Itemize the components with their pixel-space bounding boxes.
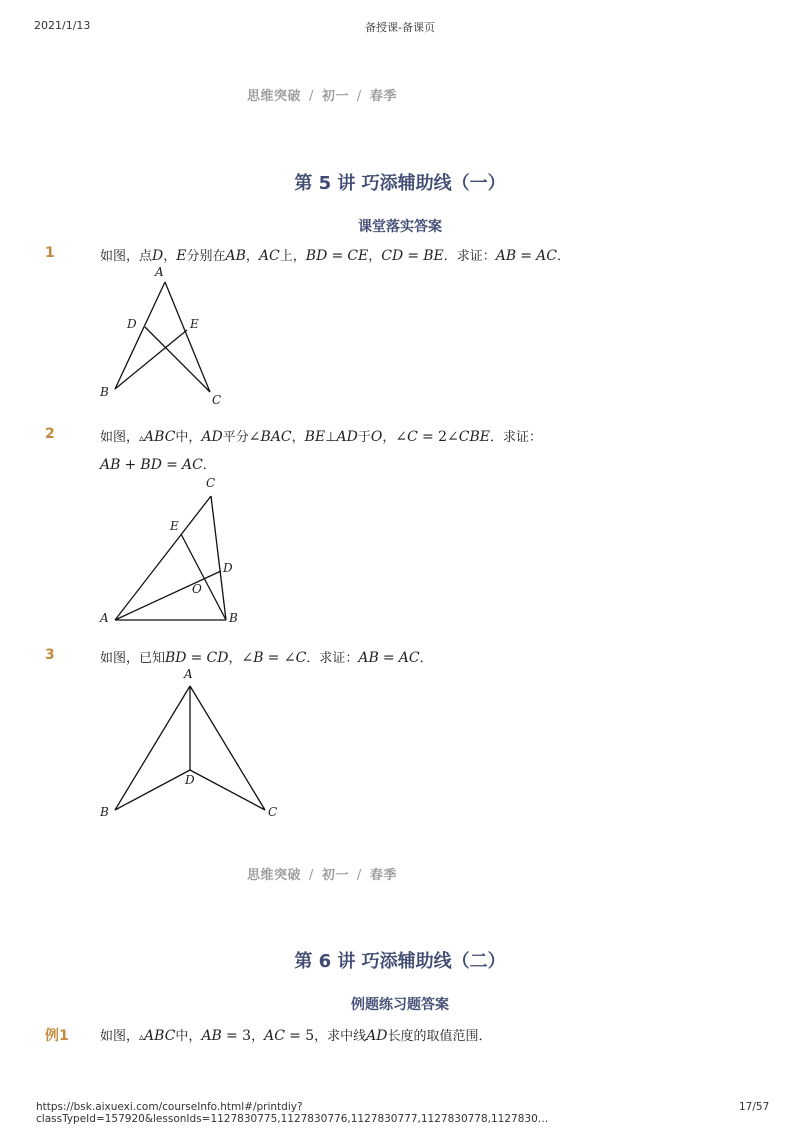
point-label: D bbox=[185, 773, 195, 787]
problem-text: 如图，▵ABC中，AD平分∠BAC，BE⊥AD于O，∠C = 2∠CBE．求证： bbox=[100, 429, 543, 445]
triangle-figure-2 bbox=[95, 474, 245, 630]
point-label: D bbox=[223, 561, 233, 575]
breadcrumb-separator: / bbox=[356, 89, 362, 104]
point-label: C bbox=[206, 476, 216, 490]
point-label: B bbox=[229, 611, 238, 625]
section-title: 课堂落实答案 bbox=[358, 219, 442, 235]
breadcrumb bbox=[247, 85, 397, 104]
point-label: O bbox=[192, 582, 202, 596]
breadcrumb-item[interactable]: 春季 bbox=[369, 868, 397, 883]
page-number: 17/57 bbox=[739, 1101, 770, 1113]
breadcrumb-item[interactable]: 春季 bbox=[369, 89, 397, 104]
problem-number: 2 bbox=[45, 426, 55, 442]
section-title: 例题练习题答案 bbox=[351, 997, 449, 1013]
point-label: A bbox=[100, 611, 109, 625]
problem-text: 如图，点D，E分别在AB，AC上，BD = CE，CD = BE．求证：AB = AC． bbox=[100, 248, 571, 264]
breadcrumb-separator: / bbox=[356, 868, 362, 883]
breadcrumb bbox=[247, 864, 397, 883]
problem-text-continued: AB + BD = AC． bbox=[100, 457, 216, 473]
print-date: 2021/1/13 bbox=[34, 19, 91, 32]
breadcrumb-separator: / bbox=[309, 89, 314, 104]
breadcrumb-item[interactable]: 思维突破 bbox=[247, 868, 302, 883]
point-label: B bbox=[100, 385, 109, 399]
point-label: A bbox=[184, 667, 193, 681]
point-label: C bbox=[268, 805, 278, 819]
problem-number: 例1 bbox=[45, 1028, 69, 1044]
page-url[interactable]: https://bsk.aixuexi.com/courseInfo.html#/printdiy?classTypeId=157920&lessonIds=1127830775,1127830776,1127830777,1127830778,1127830… bbox=[36, 1101, 549, 1125]
lecture-title: 第 6 讲 巧添辅助线（二） bbox=[294, 951, 506, 972]
triangle-figure-1 bbox=[95, 262, 235, 410]
problem-number: 1 bbox=[45, 245, 55, 261]
point-label: D bbox=[127, 317, 137, 331]
point-label: E bbox=[170, 519, 179, 533]
problem-text: 如图，▵ABC中，AB = 3，AC = 5，求中线AD长度的取值范围． bbox=[100, 1028, 492, 1044]
page-header-title: 备授课-备课页 bbox=[365, 21, 435, 34]
dart-figure-3 bbox=[95, 666, 295, 824]
point-label: C bbox=[212, 393, 222, 407]
point-label: B bbox=[100, 805, 109, 819]
lecture-title: 第 5 讲 巧添辅助线（一） bbox=[294, 173, 506, 194]
breadcrumb-item[interactable]: 思维突破 bbox=[247, 89, 302, 104]
point-label: A bbox=[155, 265, 164, 279]
breadcrumb-item[interactable]: 初一 bbox=[321, 868, 349, 883]
problem-number: 3 bbox=[45, 647, 55, 663]
breadcrumb-separator: / bbox=[309, 868, 314, 883]
point-label: E bbox=[190, 317, 199, 331]
problem-text: 如图，已知BD = CD，∠B = ∠C．求证：AB = AC． bbox=[100, 650, 433, 666]
breadcrumb-item[interactable]: 初一 bbox=[321, 89, 349, 104]
